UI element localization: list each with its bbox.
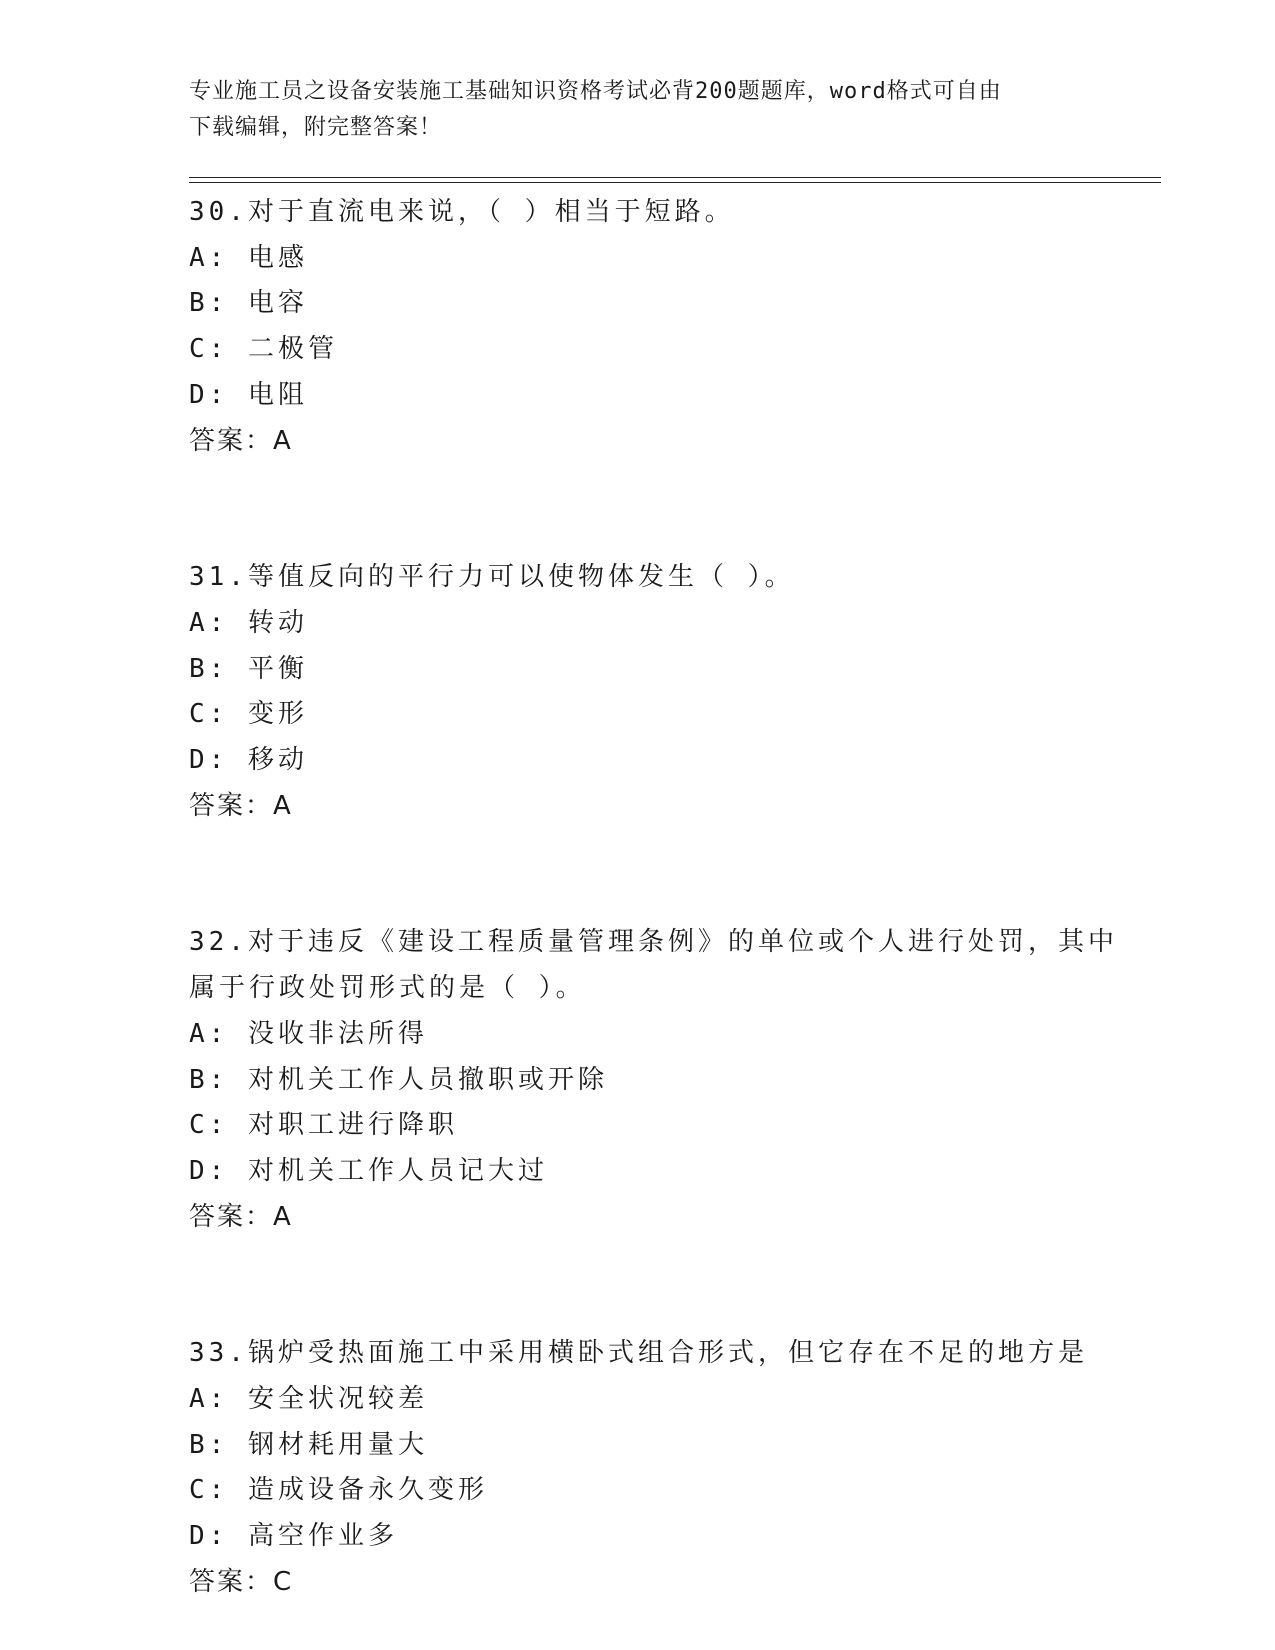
option-c: C: 对职工进行降职 — [189, 1110, 458, 1141]
question-spacer — [189, 829, 1089, 920]
question-spacer — [189, 1240, 1089, 1331]
answer-line: 答案：A — [189, 1201, 293, 1232]
answer-line: 答案：A — [189, 790, 293, 821]
header-divider-thick — [189, 182, 1161, 183]
option-a: A: 没收非法所得 — [189, 1018, 428, 1049]
option-d: D: 对机关工作人员记大过 — [189, 1155, 548, 1186]
option-c: C: 二极管 — [189, 334, 338, 365]
option-b: B: 电容 — [189, 288, 308, 319]
option-d: D: 电阻 — [189, 379, 308, 410]
question-31 — [189, 555, 1089, 829]
option-a: A: 电感 — [189, 242, 308, 273]
header-line-1: 专业施工员之设备安装施工基础知识资格考试必背200题题库，word格式可自由 — [189, 79, 1002, 104]
option-c: C: 造成设备永久变形 — [189, 1475, 488, 1506]
option-d: D: 移动 — [189, 745, 308, 776]
answer-line: 答案：A — [189, 425, 293, 456]
header-line-2: 下载编辑，附完整答案！ — [189, 115, 443, 140]
document-header — [189, 74, 1089, 146]
answer-line: 答案：C — [189, 1566, 294, 1597]
option-d: D: 高空作业多 — [189, 1521, 398, 1552]
option-b: B: 对机关工作人员撤职或开除 — [189, 1064, 608, 1095]
question-text: 33.锅炉受热面施工中采用横卧式组合形式，但它存在不足的地方是 — [189, 1338, 1088, 1369]
question-30 — [189, 190, 1089, 464]
question-list — [189, 190, 1118, 1606]
option-a: A: 安全状况较差 — [189, 1384, 428, 1415]
option-c: C: 变形 — [189, 699, 308, 730]
question-text: 31.等值反向的平行力可以使物体发生（ ）。 — [189, 562, 795, 593]
option-b: B: 钢材耗用量大 — [189, 1429, 428, 1460]
question-32 — [189, 920, 1118, 1240]
option-a: A: 转动 — [189, 607, 308, 638]
question-text: 30.对于直流电来说，（ ）相当于短路。 — [189, 197, 735, 227]
question-33 — [189, 1331, 1089, 1605]
question-text-continued: 属于行政处罚形式的是（ ）。 — [189, 973, 586, 1004]
question-spacer — [189, 464, 1089, 555]
question-text: 32.对于违反《建设工程质量管理条例》的单位或个人进行处罚，其中 — [189, 927, 1118, 958]
header-divider-thin — [189, 177, 1161, 178]
option-b: B: 平衡 — [189, 653, 308, 684]
